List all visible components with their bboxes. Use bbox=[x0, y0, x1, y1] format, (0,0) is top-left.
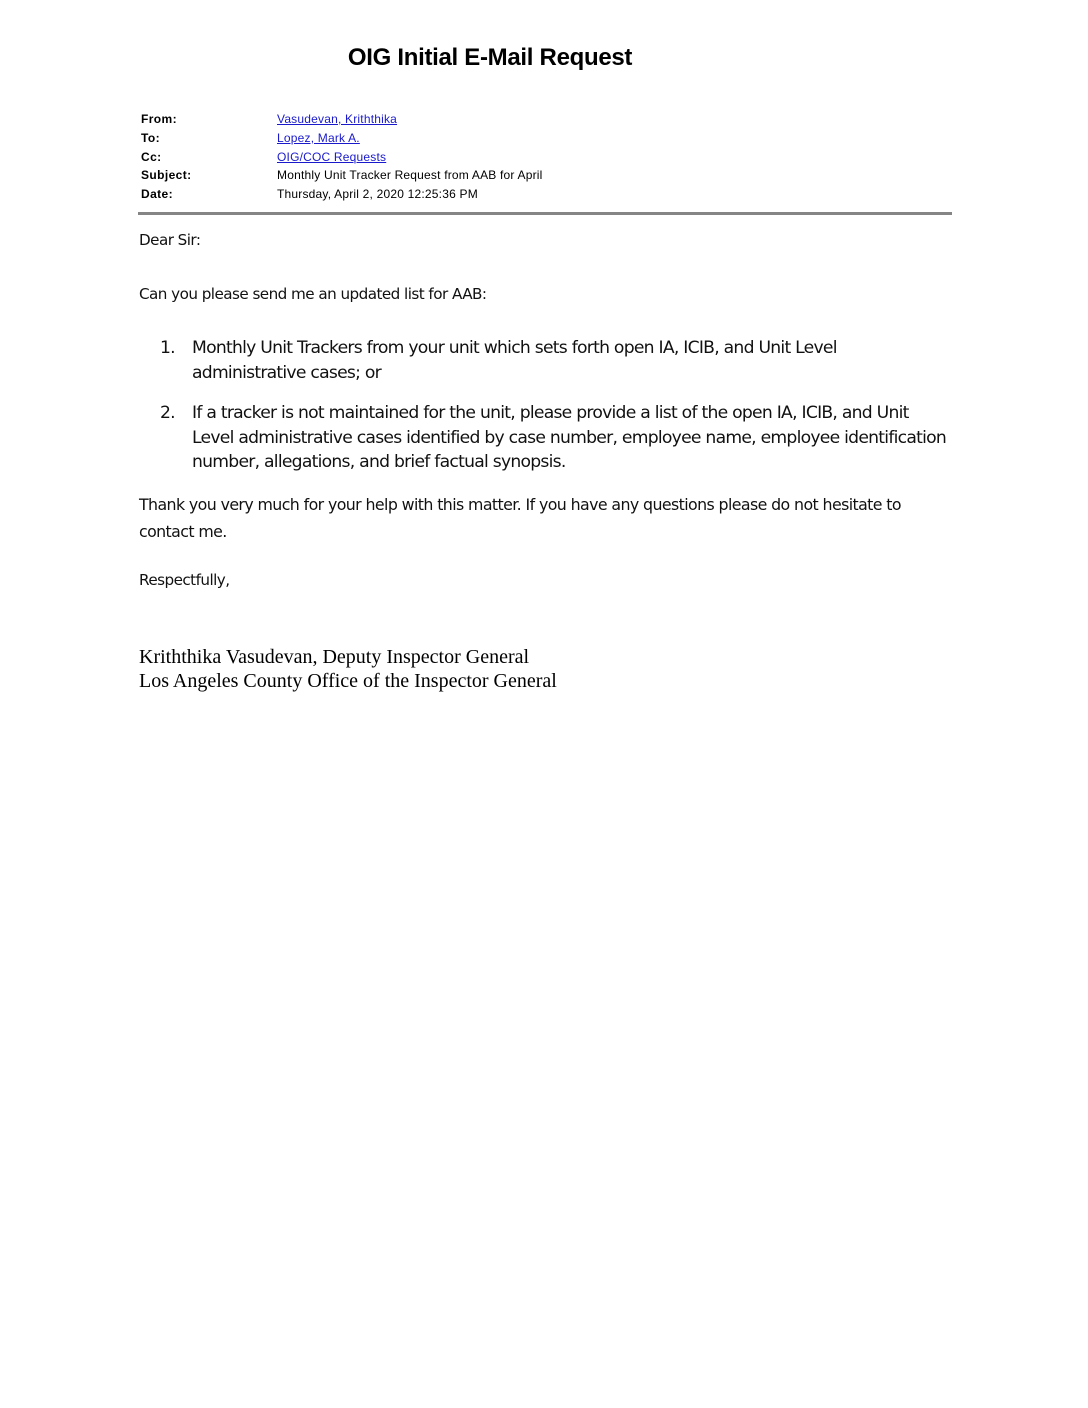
signature-name: Kriththika Vasudevan, Deputy Inspector General bbox=[139, 646, 530, 668]
header-row-from bbox=[141, 110, 543, 129]
from-label: From: bbox=[141, 112, 177, 126]
greeting: Dear Sir: bbox=[139, 231, 201, 249]
list-number: 1. bbox=[160, 338, 175, 358]
to-link[interactable]: Lopez, Mark A. bbox=[277, 130, 360, 145]
closing-paragraph: Thank you very much for your help with this matter. If you have any questions please do not hesitate to contact me. bbox=[139, 495, 901, 541]
from-link[interactable]: Vasudevan, Kriththika bbox=[277, 112, 398, 126]
email-headers bbox=[141, 110, 543, 204]
subject-value: Monthly Unit Tracker Request from AAB for April bbox=[277, 168, 543, 183]
document-title: OIG Initial E-Mail Request bbox=[347, 44, 633, 71]
cc-label: Cc: bbox=[141, 149, 162, 164]
header-row-to bbox=[141, 129, 543, 148]
request-list-item-1 bbox=[160, 336, 950, 385]
list-number: 2. bbox=[160, 403, 175, 423]
header-divider bbox=[138, 212, 952, 215]
header-row-cc bbox=[141, 148, 543, 167]
subject-label: Subject: bbox=[141, 168, 192, 183]
request-list-item-2 bbox=[160, 401, 950, 475]
date-value: Thursday, April 2, 2020 12:25:36 PM bbox=[277, 187, 478, 202]
cc-link[interactable]: OIG/COC Requests bbox=[277, 149, 387, 164]
list-item-text: If a tracker is not maintained for the unit, please provide a list of the open IA, ICIB, and Unit Level administrative cases identified by case number, employee name, employee identification number, allegations, and brief factual synopsis. bbox=[192, 403, 947, 472]
header-row-date bbox=[141, 185, 543, 204]
date-label: Date: bbox=[141, 187, 174, 202]
signature-office: Los Angeles County Office of the Inspector General bbox=[139, 670, 557, 692]
signoff: Respectfully, bbox=[139, 571, 230, 589]
request-intro: Can you please send me an updated list for AAB: bbox=[139, 285, 487, 303]
header-row-subject bbox=[141, 166, 543, 185]
list-item-text: Monthly Unit Trackers from your unit which sets forth open IA, ICIB, and Unit Level administrative cases; or bbox=[192, 338, 837, 383]
signature-block bbox=[139, 645, 557, 693]
to-label: To: bbox=[141, 130, 160, 145]
